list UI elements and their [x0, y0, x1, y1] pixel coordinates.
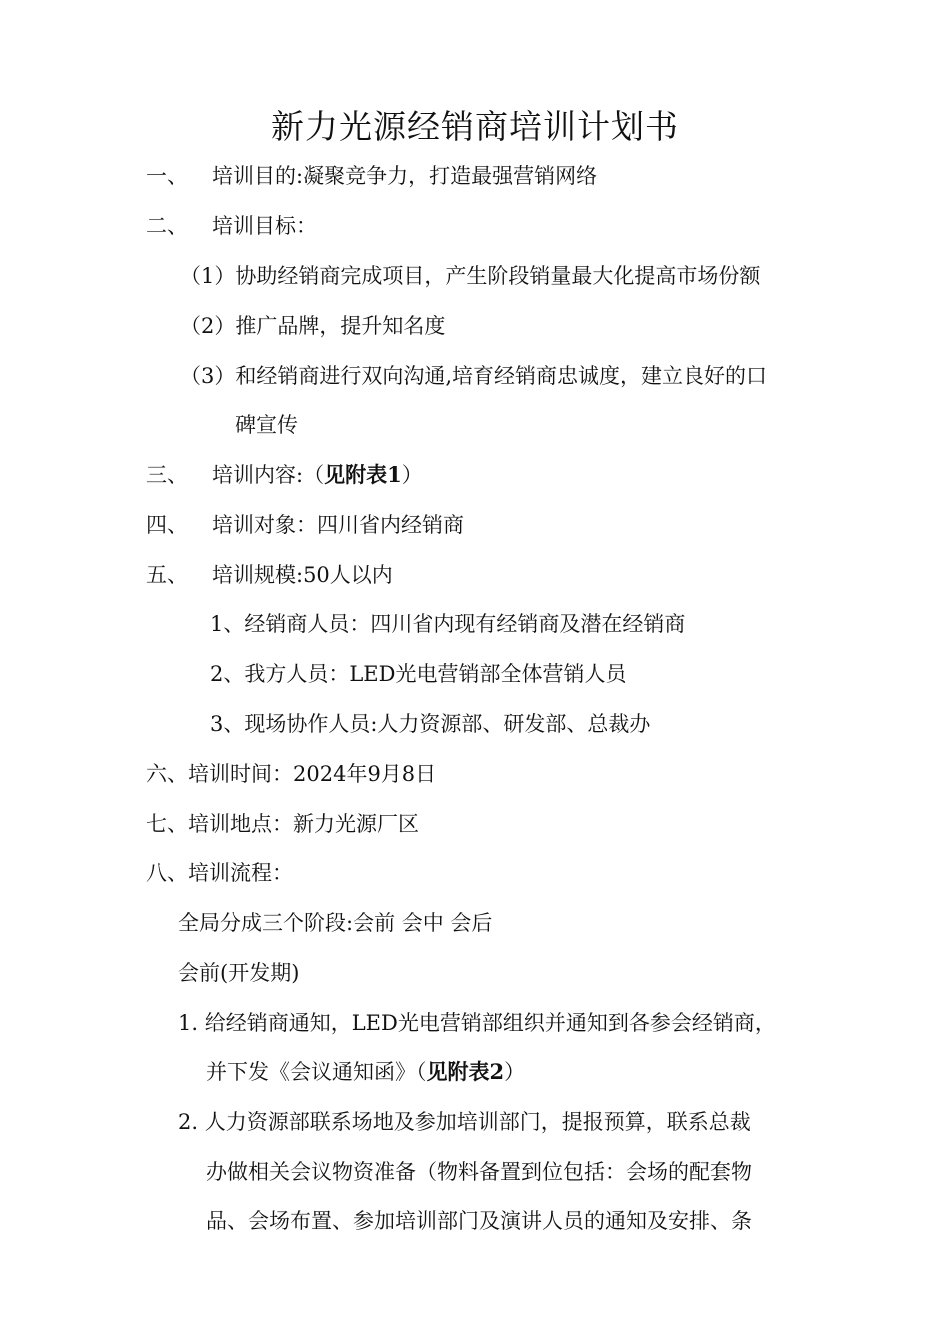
step-2-line: 2. 人力资源部联系场地及参加培训部门，提报预算，联系总裁: [178, 1110, 751, 1134]
section-2: [146, 211, 317, 241]
goal-item: （3）和经销商进行双向沟通,培育经销商忠诚度，建立良好的口: [180, 364, 768, 388]
section-text: 培训内容:（: [212, 463, 325, 487]
section-1: [146, 161, 597, 191]
scale-item: 2、我方人员：LED光电营销部全体营销人员: [210, 662, 627, 686]
appendix-reference: 见附表1: [324, 462, 402, 487]
paren-close: ）: [504, 1060, 526, 1084]
section-8: 八、培训流程：: [146, 861, 293, 885]
section-6: 六、培训时间：2024年9月8日: [146, 762, 437, 786]
appendix-reference: 见附表2: [426, 1059, 505, 1084]
paren-close: ）: [401, 463, 423, 487]
document-title: 新力光源经销商培训计划书: [271, 107, 679, 146]
section-5: [146, 560, 393, 590]
step-2-continuation: 办做相关会议物资准备（物料备置到位包括：会场的配套物: [206, 1160, 752, 1184]
section-3: [146, 460, 423, 490]
section-text: 培训目标：: [212, 214, 317, 238]
section-number: 四、: [146, 513, 188, 537]
step-1-continuation: [206, 1057, 525, 1087]
step-1-line: 1. 给经销商通知，LED光电营销部组织并通知到各参会经销商，: [178, 1011, 776, 1035]
phases-text: 全局分成三个阶段:会前 会中 会后: [178, 911, 493, 935]
goal-item-continuation: 碑宣传: [235, 413, 298, 437]
scale-item: 3、现场协作人员:人力资源部、研发部、总裁办: [210, 712, 651, 736]
section-number: 一、: [146, 164, 188, 188]
section-4: [146, 510, 464, 540]
section-number: 三、: [146, 463, 188, 487]
goal-item: （2）推广品牌，提升知名度: [180, 314, 446, 338]
goal-item: （1）协助经销商完成项目，产生阶段销量最大化提高市场份额: [180, 264, 761, 288]
step-2-continuation: 品、会场布置、参加培训部门及演讲人员的通知及安排、条: [206, 1209, 752, 1233]
section-number: 五、: [146, 563, 188, 587]
scale-item: 1、经销商人员：四川省内现有经销商及潜在经销商: [210, 612, 686, 636]
section-text: 培训对象：四川省内经销商: [212, 513, 464, 537]
section-text: 培训规模:50人以内: [212, 563, 393, 587]
section-number: 二、: [146, 214, 188, 238]
step-text: 并下发《会议通知函》（: [206, 1060, 427, 1084]
section-text: 培训目的:凝聚竞争力，打造最强营销网络: [212, 164, 598, 188]
section-7: 七、培训地点：新力光源厂区: [146, 812, 419, 836]
pre-meeting-heading: 会前(开发期): [178, 961, 300, 985]
